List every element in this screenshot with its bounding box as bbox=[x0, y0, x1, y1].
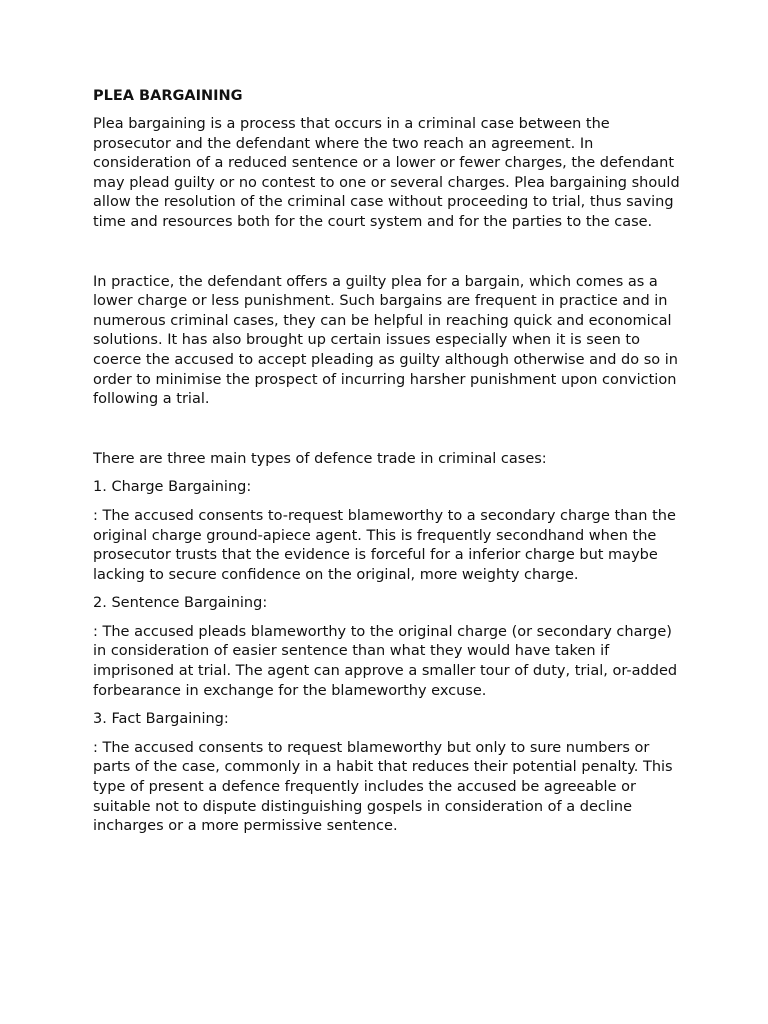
type-text-sentence: : The accused pleads blameworthy to the original charge (or secondary charge) in consideration of easier sentence than what they would have taken if imprisoned at trial. The agent can approve a smaller tour of duty, trial, or-added forbearance in exchange for the blameworthy excuse. bbox=[93, 623, 678, 699]
practice-paragraph: In practice, the defendant offers a guilty plea for a bargain, which comes as a lower charge or less punishment. Such bargains are frequent in practice and in numerous criminal cases, they can be helpful in reaching quick and economical solutions. It has also brought up certain issues especially when it is seen to coerce the accused to accept pleading as guilty although otherwise and do so in order to minimise the prospect of incurring harsher punishment upon conviction following a trial. bbox=[93, 273, 678, 408]
type-heading-fact: 3. Fact Bargaining: bbox=[93, 711, 229, 728]
types-intro: There are three main types of defence trade in criminal cases: bbox=[93, 450, 547, 467]
type-heading-charge: 1. Charge Bargaining: bbox=[93, 479, 252, 496]
type-text-fact: : The accused consents to request blameworthy but only to sure numbers or parts of the case, commonly in a habit that reduces their potential penalty. This type of present a defence frequently includes the accused be agreeable or suitable not to dispute distinguishing gospels in consideration of a decline incharges or a more permissive sentence. bbox=[93, 739, 673, 835]
document-title: PLEA BARGAINING bbox=[93, 88, 243, 104]
document-page bbox=[93, 86, 683, 846]
type-text-charge: : The accused consents to-request blameworthy to a secondary charge than the original charge ground-apiece agent. This is frequently secondhand when the prosecutor trusts that the evidence is forceful for a inferior charge but maybe lacking to secure confidence on the original, more weighty charge. bbox=[93, 507, 676, 583]
intro-paragraph: Plea bargaining is a process that occurs in a criminal case between the prosecutor and the defendant where the two reach an agreement. In consideration of a reduced sentence or a lower or fewer charges, the defendant may plead guilty or no contest to one or several charges. Plea bargaining should allow the resolution of the criminal case without proceeding to trial, thus saving time and resources both for the court system and for the parties to the case. bbox=[93, 116, 680, 230]
type-heading-sentence: 2. Sentence Bargaining: bbox=[93, 595, 268, 612]
